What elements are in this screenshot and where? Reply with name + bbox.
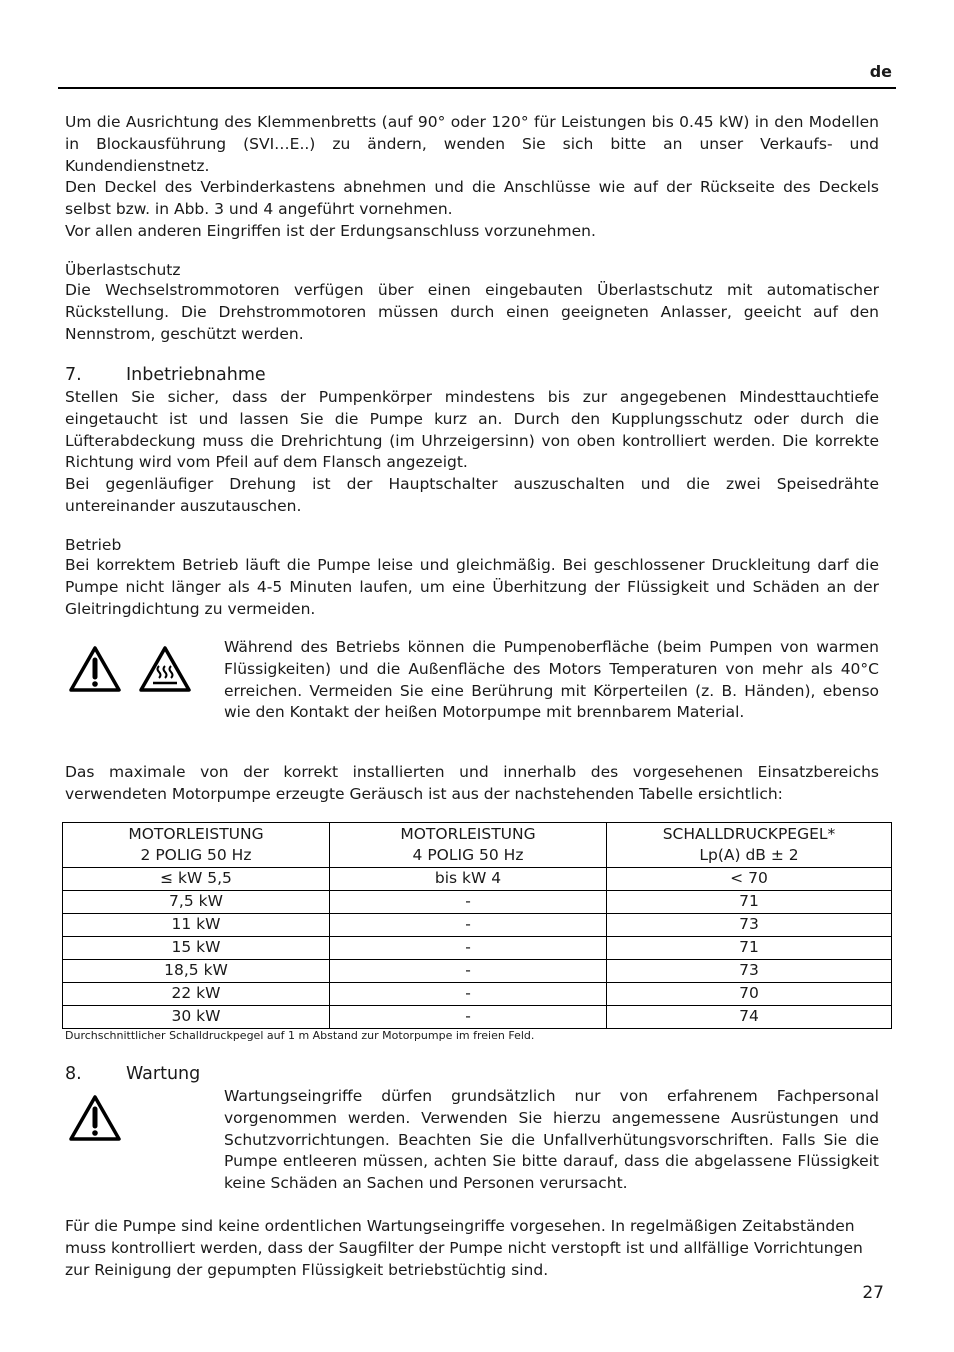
operation-heading: Betrieb (65, 536, 122, 554)
section-7-heading (65, 364, 266, 386)
header-cell-sound-pressure (607, 823, 892, 868)
table-row (63, 868, 892, 891)
table-cell: - (330, 937, 607, 960)
overload-text: Die Wechselstrommotoren verfügen über einen eingebauten Überlastschutz mit automatischer Rückstellung. Die Drehstrommotoren müssen durch einen geeigneten Anlasser, geeicht auf den Nennstrom, geschützt werden. (65, 281, 879, 343)
table-cell: ≤ kW 5,5 (63, 868, 330, 891)
overload-heading: Überlastschutz (65, 261, 181, 279)
hot-surface-warning-icon (137, 644, 193, 694)
table-cell: < 70 (607, 868, 892, 891)
table-cell: 74 (607, 1006, 892, 1029)
header-cell-line: Lp(A) dB ± 2 (699, 846, 799, 864)
intro-line-1: Um die Ausrichtung des Klemmenbretts (auf 90° oder 120° für Leistungen bis 0.45 kW) in den Modellen in Blockausführung (SVI…E..) zu ändern, wenden Sie sich bitte an unser Verkaufs- und Kundendienstnetz. (65, 113, 879, 175)
table-cell: - (330, 1006, 607, 1029)
noise-intro: Das maximale von der korrekt installierten und innerhalb des vorgesehenen Einsatzbereichs verwendeten Motorpumpe erzeugte Geräusch ist aus der nachstehenden Tabelle ersichtlich: (65, 763, 879, 803)
table-cell: 71 (607, 937, 892, 960)
table-cell: 30 kW (63, 1006, 330, 1029)
section-7-text (65, 387, 879, 518)
header-cell-2-pole (63, 823, 330, 868)
table-row (63, 983, 892, 1006)
maintenance-text: Für die Pumpe sind keine ordentlichen Wartungseingriffe vorgesehen. In regelmäßigen Zeitabständen muss kontrolliert werden, dass der Saugfilter der Pumpe nicht verstopft ist und allfällige Vorrichtungen zur Reinigung der gepumpten Flüssigkeit betriebstüchtig sind. (65, 1217, 863, 1279)
header-rule (58, 87, 896, 89)
table-cell: 11 kW (63, 914, 330, 937)
table-cell: - (330, 914, 607, 937)
intro-line-2: Den Deckel des Verbinderkastens abnehmen und die Anschlüsse wie auf der Rückseite des Deckels selbst bzw. in Abb. 3 und 4 angeführt vornehmen. (65, 178, 879, 219)
table-row (63, 1006, 892, 1029)
warning-triangle-icon (68, 1093, 122, 1143)
table-cell: - (330, 983, 607, 1006)
warning-triangle-icon (68, 644, 122, 694)
table-cell: 73 (607, 960, 892, 983)
page-number: 27 (862, 1283, 884, 1303)
table-cell: 70 (607, 983, 892, 1006)
table-cell: 73 (607, 914, 892, 937)
table-row (63, 891, 892, 914)
intro-paragraph (65, 112, 879, 243)
table-cell: - (330, 960, 607, 983)
section-7-title: Inbetriebnahme (126, 365, 266, 385)
table-cell: 22 kW (63, 983, 330, 1006)
header-cell-line: 2 POLIG 50 Hz (140, 846, 252, 864)
header-cell-line: MOTORLEISTUNG (128, 824, 264, 843)
table-cell: bis kW 4 (330, 868, 607, 891)
table-cell: - (330, 891, 607, 914)
header-cell-line: MOTORLEISTUNG (400, 824, 536, 843)
section-8-title: Wartung (126, 1064, 201, 1084)
table-cell: 7,5 kW (63, 891, 330, 914)
table-footnote: Durchschnittlicher Schalldruckpegel auf 1 m Abstand zur Motorpumpe im freien Feld. (65, 1029, 535, 1042)
table-cell: 71 (607, 891, 892, 914)
section-7-number: 7. (65, 365, 82, 385)
section-8-number: 8. (65, 1064, 82, 1084)
table-row (63, 937, 892, 960)
language-code: de (869, 62, 892, 81)
noise-table (62, 822, 892, 1029)
header-cell-line: 4 POLIG 50 Hz (412, 846, 524, 864)
header-cell-4-pole (330, 823, 607, 868)
table-cell: 18,5 kW (63, 960, 330, 983)
operation-text: Bei korrektem Betrieb läuft die Pumpe leise und gleichmäßig. Bei geschlossener Druckleitung darf die Pumpe nicht länger als 4-5 Minuten laufen, um eine Überhitzung der Flüssigkeit und Schäden an der Gleitringdichtung zu vermeiden. (65, 556, 879, 618)
intro-line-3: Vor allen anderen Eingriffen ist der Erdungsanschluss vorzunehmen. (65, 221, 596, 240)
table-cell: 15 kW (63, 937, 330, 960)
section-7-paragraph-2: Bei gegenläufiger Drehung ist der Hauptschalter auszuschalten und die zwei Speisedrähte untereinander auszutauschen. (65, 475, 879, 515)
table-row (63, 914, 892, 937)
maintenance-warning-text: Wartungseingriffe dürfen grundsätzlich nur von erfahrenem Fachpersonal vorgenommen werden. Verwenden Sie hierzu angemessene Ausrüstungen und Schutzvorrichtungen. Beachten Sie die Unfallverhütungsvorschriften. Falls Sie die Pumpe entleeren müssen, achten Sie bitte darauf, dass die abgelassene Flüssigkeit keine Schäden an Sachen und Personen verursacht. (224, 1087, 879, 1193)
operation-warning-text: Während des Betriebs können die Pumpenoberfläche (beim Pumpen von warmen Flüssigkeiten) und die Außenfläche des Motors Temperaturen von mehr als 40°C erreichen. Vermeiden Sie eine Berührung mit Körperteilen (z. B. Händen), ebenso wie den Kontakt der heißen Motorpumpe mit brennbarem Material. (224, 638, 879, 722)
section-7-paragraph-1: Stellen Sie sicher, dass der Pumpenkörper mindestens bis zur angegebenen Mindesttauchtiefe eingetaucht ist und lassen Sie die Pumpe kurz an. Durch den Kupplungsschutz oder durch die Lüfterabdeckung muss die Drehrichtung (im Uhrzeigersinn) von oben kontrolliert werden. Die korrekte Richtung wird vom Pfeil auf dem Flansch angezeigt. (65, 388, 879, 472)
header-cell-line: SCHALLDRUCKPEGEL* (662, 824, 836, 843)
table-header-row (63, 823, 892, 868)
section-8-heading (65, 1063, 200, 1085)
table-row (63, 960, 892, 983)
